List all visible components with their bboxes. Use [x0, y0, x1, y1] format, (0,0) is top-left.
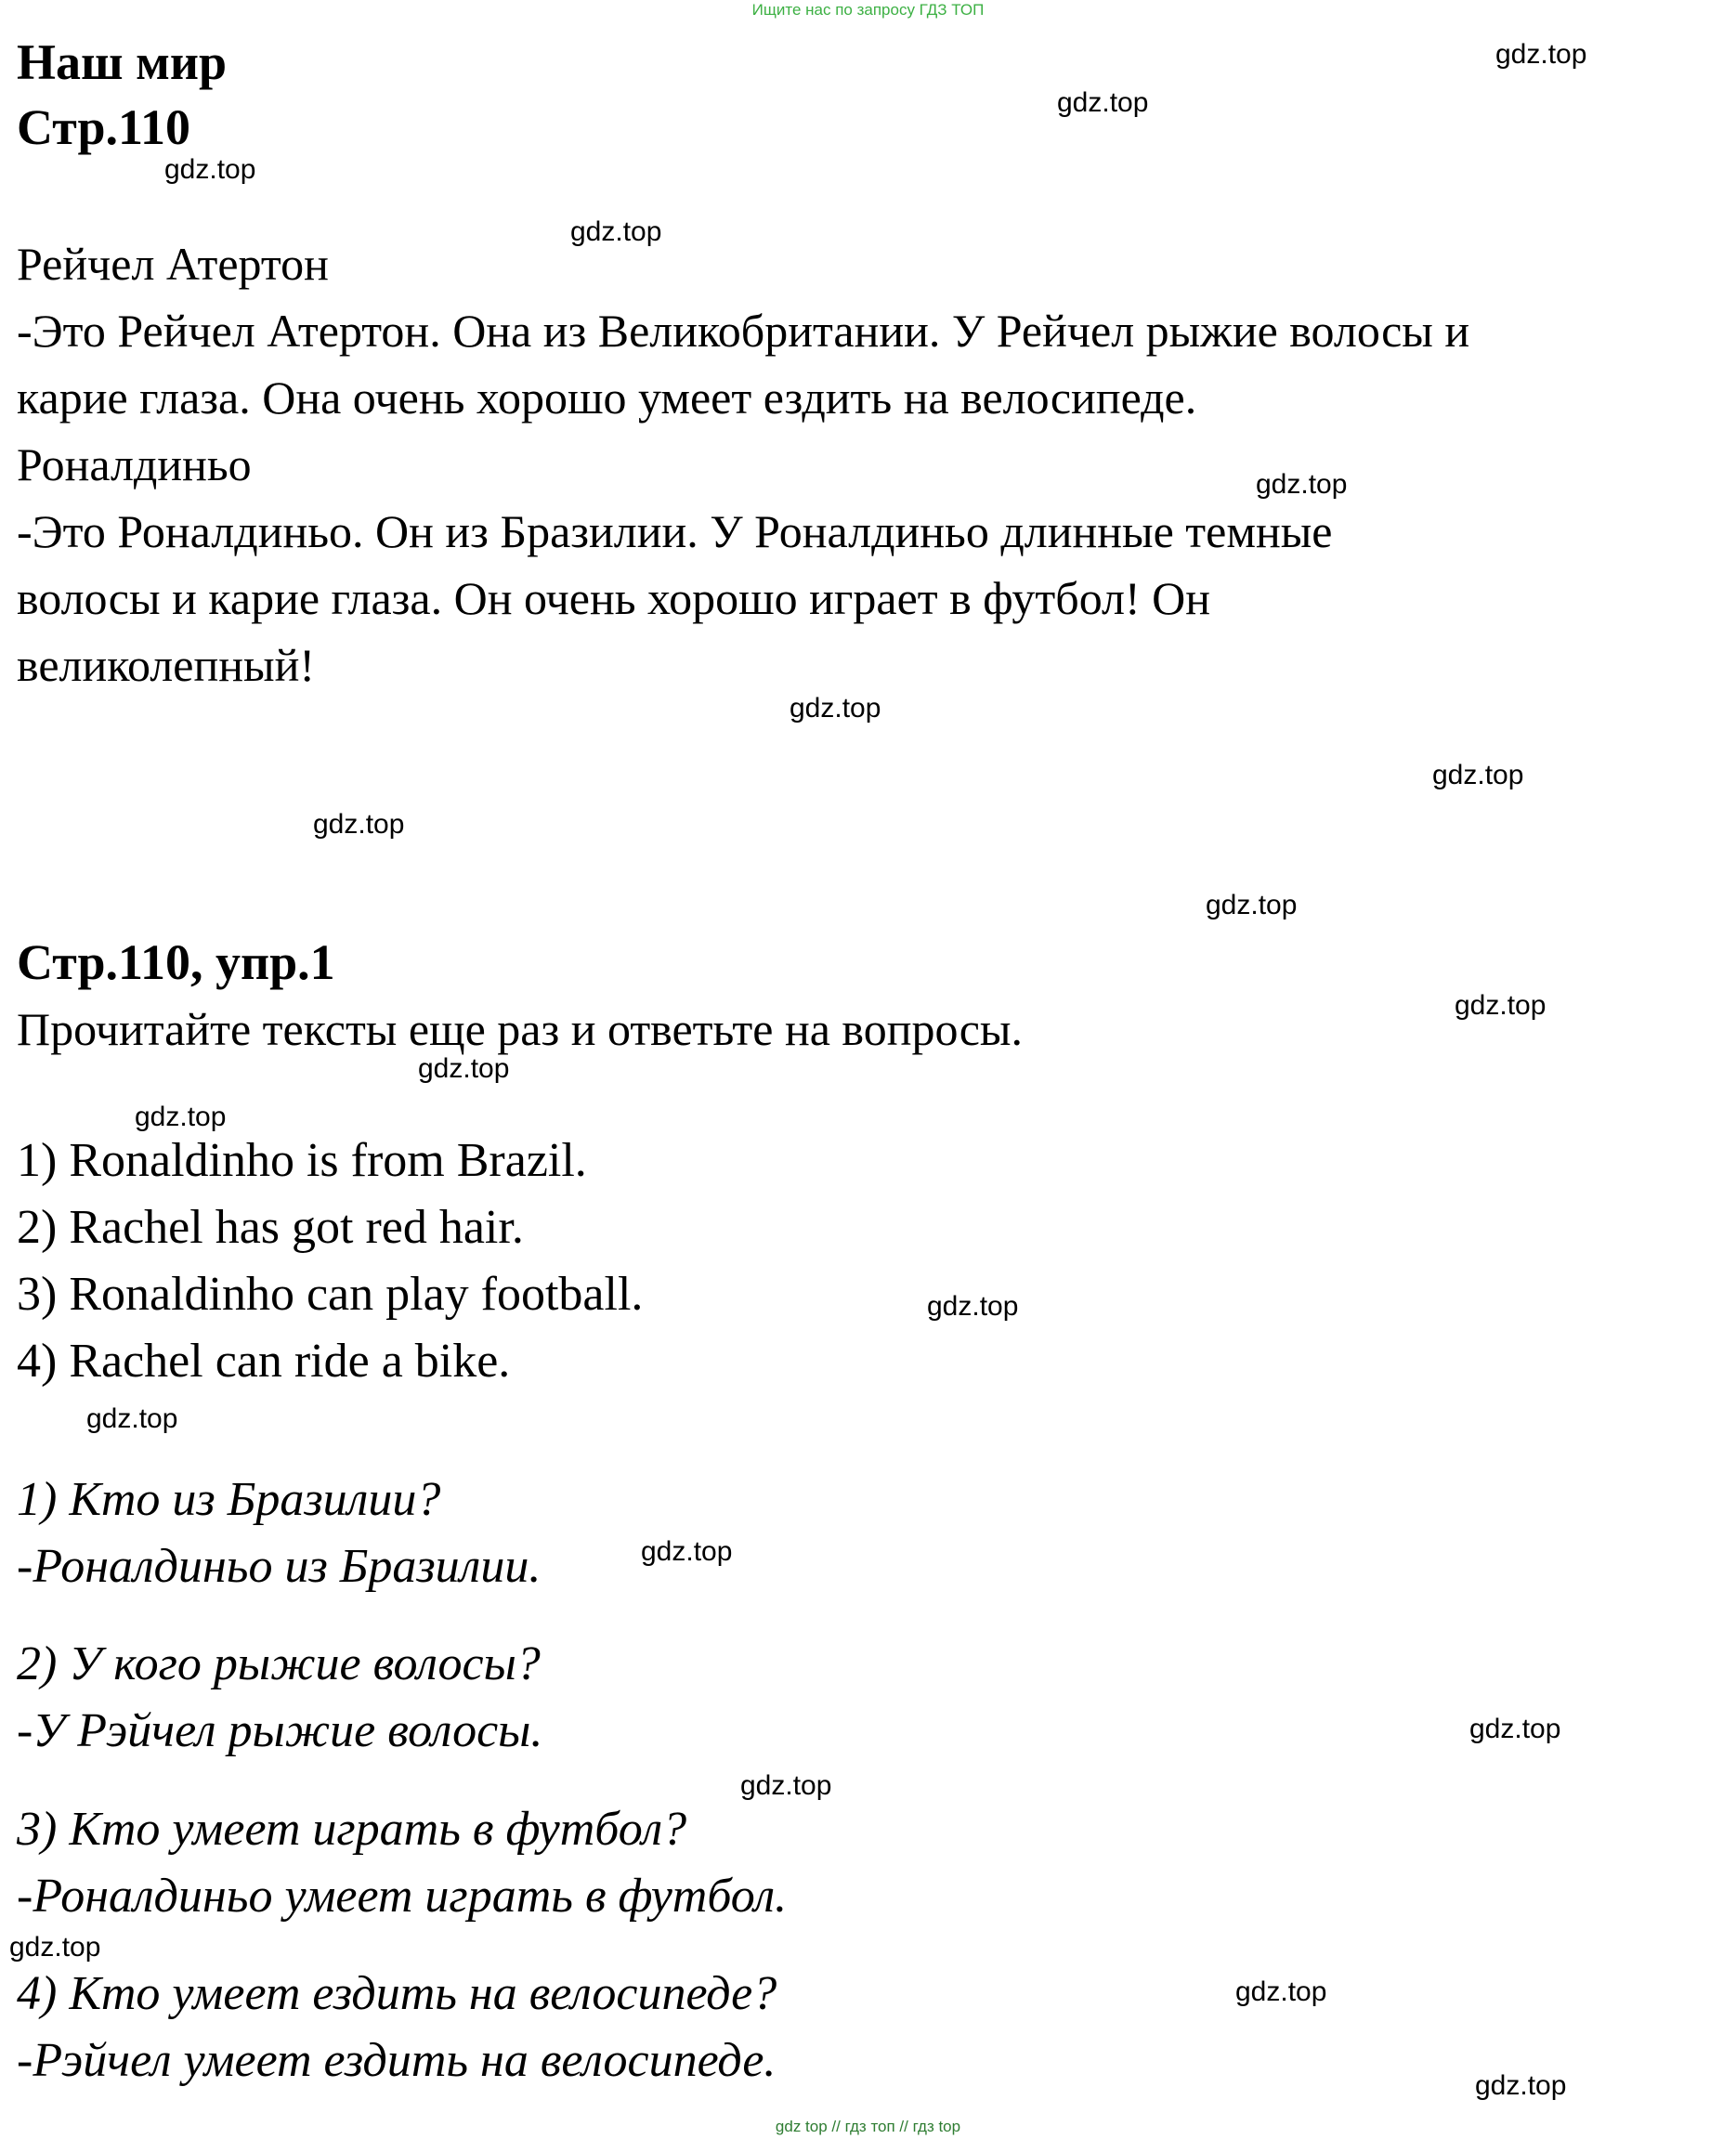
- exercise-instruction: Прочитайте тексты еще раз и ответьте на вопросы.: [17, 1003, 1023, 1055]
- answer-1: -Роналдиньо из Бразилии.: [17, 1540, 542, 1593]
- watermark: gdz.top: [86, 1403, 178, 1434]
- header-note: Ищите нас по запросу ГДЗ ТОП: [751, 1, 985, 19]
- watermark: gdz.top: [1475, 2070, 1567, 2101]
- watermark: gdz.top: [570, 216, 662, 247]
- question-1: 1) Кто из Бразилии?: [17, 1473, 441, 1526]
- watermark: gdz.top: [641, 1536, 733, 1567]
- watermark: gdz.top: [1256, 469, 1348, 500]
- answer-2: -У Рэйчел рыжие волосы.: [17, 1704, 543, 1757]
- watermark: gdz.top: [1057, 87, 1149, 118]
- heading-ronaldinho: Роналдиньо: [17, 438, 252, 490]
- footer-note: gdz top // гдз топ // гдз top: [775, 2118, 961, 2135]
- watermark: gdz.top: [1235, 1976, 1327, 2007]
- watermark: gdz.top: [740, 1770, 832, 1801]
- answer-3: -Роналдиньо умеет играть в футбол.: [17, 1870, 788, 1923]
- watermark: gdz.top: [1495, 39, 1587, 70]
- watermark: gdz.top: [1455, 990, 1547, 1021]
- watermark: gdz.top: [164, 154, 256, 185]
- text-line-1: -Это Рейчел Атертон. Она из Великобритании. У Рейчел рыжие волосы и: [17, 305, 1470, 357]
- answer-en-1: 1) Ronaldinho is from Brazil.: [17, 1134, 587, 1187]
- question-3: 3) Кто умеет играть в футбол?: [17, 1803, 687, 1856]
- text-line-5: великолепный!: [17, 639, 315, 691]
- page-ref: Стр.110: [17, 99, 191, 155]
- watermark: gdz.top: [1432, 760, 1524, 790]
- watermark: gdz.top: [313, 809, 405, 840]
- watermark: gdz.top: [1469, 1714, 1561, 1744]
- page-title: Наш мир: [17, 34, 228, 90]
- watermark: gdz.top: [135, 1102, 227, 1132]
- watermark: gdz.top: [418, 1053, 510, 1084]
- text-line-3: -Это Роналдиньо. Он из Бразилии. У Роналдиньо длинные темные: [17, 505, 1333, 557]
- exercise-title: Стр.110, упр.1: [17, 934, 335, 990]
- text-line-4: волосы и карие глаза. Он очень хорошо играет в футбол! Он: [17, 572, 1211, 624]
- watermark: gdz.top: [790, 693, 881, 724]
- text-line-2: карие глаза. Она очень хорошо умеет ездить на велосипеде.: [17, 372, 1197, 424]
- heading-rachel: Рейчел Атертон: [17, 238, 329, 290]
- watermark: gdz.top: [1206, 890, 1298, 920]
- answer-en-2: 2) Rachel has got red hair.: [17, 1201, 524, 1254]
- question-4: 4) Кто умеет ездить на велосипеде?: [17, 1967, 777, 2020]
- watermark: gdz.top: [927, 1291, 1019, 1322]
- answer-en-4: 4) Rachel can ride a bike.: [17, 1335, 511, 1388]
- answer-en-3: 3) Ronaldinho can play football.: [17, 1268, 644, 1321]
- answer-4: -Рэйчел умеет ездить на велосипеде.: [17, 2034, 777, 2087]
- question-2: 2) У кого рыжие волосы?: [17, 1637, 541, 1690]
- watermark: gdz.top: [9, 1932, 101, 1963]
